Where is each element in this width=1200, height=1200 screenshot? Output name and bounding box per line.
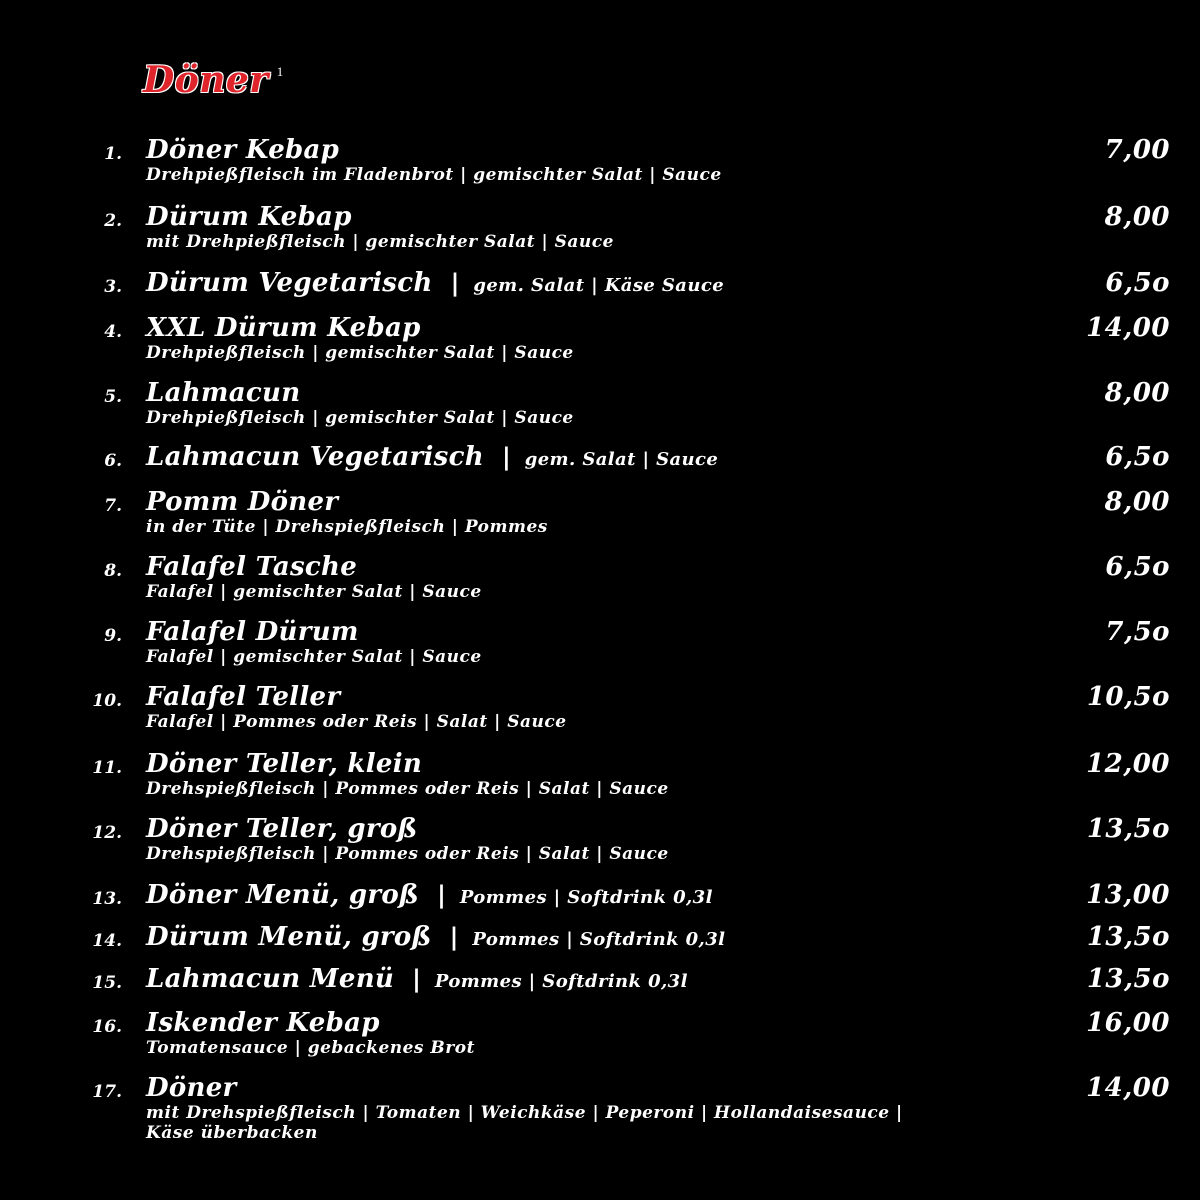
separator-bar: |	[412, 965, 421, 993]
item-name: Dürum Kebap	[146, 202, 352, 232]
item-description: Drehpießfleisch | gemischter Salat | Sauce	[146, 408, 574, 428]
item-number: 17.	[92, 1082, 122, 1102]
item-title-line	[146, 880, 713, 910]
item-name: Falafel Tasche	[146, 552, 358, 582]
item-price: 7,00	[1104, 135, 1170, 165]
item-name: Döner Menü, groß	[146, 880, 420, 910]
item-title-line	[146, 487, 338, 517]
item-name: Lahmacun	[146, 378, 301, 408]
item-description: Tomatensauce | gebackenes Brot	[146, 1038, 475, 1058]
item-number: 3.	[104, 277, 122, 297]
item-number: 15.	[92, 973, 122, 993]
item-name: XXL Dürum Kebap	[146, 313, 421, 343]
item-inline-description: Pommes | Softdrink 0,3l	[434, 971, 688, 992]
item-name: Lahmacun Vegetarisch	[146, 442, 484, 472]
item-number: 6.	[104, 451, 122, 471]
item-title-line	[146, 964, 688, 994]
item-inline-description: Pommes | Softdrink 0,3l	[459, 887, 713, 908]
item-name: Falafel Dürum	[146, 617, 359, 647]
item-price: 14,00	[1086, 1073, 1170, 1103]
section-title: Döner	[143, 59, 269, 101]
item-number: 11.	[92, 758, 122, 778]
section-heading	[143, 58, 283, 102]
item-number: 12.	[92, 823, 122, 843]
item-price: 13,5o	[1086, 814, 1170, 844]
item-price: 7,5o	[1105, 617, 1170, 647]
item-price: 10,5o	[1086, 682, 1170, 712]
item-name: Döner Kebap	[146, 135, 340, 165]
item-title-line	[146, 202, 352, 232]
item-name: Lahmacun Menü	[146, 964, 395, 994]
item-title-line	[146, 682, 340, 712]
item-number: 13.	[92, 889, 122, 909]
item-description: Drehpießfleisch | gemischter Salat | Sauce	[146, 343, 574, 363]
item-description: Drehspießfleisch | Pommes oder Reis | Salat | Sauce	[146, 779, 669, 799]
item-description: mit Drehpießfleisch | gemischter Salat | Sauce	[146, 232, 614, 252]
item-inline-description: Pommes | Softdrink 0,3l	[472, 929, 726, 950]
item-title-line	[146, 1073, 237, 1103]
item-description: Drehspießfleisch | Pommes oder Reis | Salat | Sauce	[146, 844, 669, 864]
item-number: 16.	[92, 1017, 122, 1037]
item-price: 13,5o	[1086, 964, 1170, 994]
item-title-line	[146, 552, 357, 582]
separator-bar: |	[501, 443, 511, 471]
item-number: 9.	[104, 626, 122, 646]
item-price: 6,5o	[1105, 268, 1170, 298]
item-price: 8,00	[1104, 378, 1170, 408]
item-title-line	[146, 617, 359, 647]
item-number: 14.	[92, 931, 122, 951]
item-description: in der Tüte | Drehspießfleisch | Pommes	[146, 517, 548, 537]
item-number: 1.	[104, 144, 122, 164]
item-number: 2.	[104, 211, 122, 231]
item-name: Iskender Kebap	[146, 1008, 380, 1038]
item-name: Dürum Vegetarisch	[146, 268, 433, 298]
item-name: Döner Teller, groß	[146, 814, 418, 844]
item-description: Falafel | gemischter Salat | Sauce	[146, 647, 482, 667]
separator-bar: |	[437, 881, 446, 909]
item-name: Dürum Menü, groß	[146, 922, 432, 952]
item-title-line	[146, 1008, 380, 1038]
item-name: Pomm Döner	[146, 487, 339, 517]
item-inline-description: gem. Salat | Sauce	[524, 449, 719, 470]
item-price: 16,00	[1086, 1008, 1170, 1038]
item-title-line	[146, 749, 422, 779]
item-title-line	[146, 313, 421, 343]
item-number: 7.	[104, 496, 122, 516]
item-title-line	[146, 135, 339, 165]
item-price: 8,00	[1104, 487, 1170, 517]
item-description: Falafel | Pommes oder Reis | Salat | Sauce	[146, 712, 567, 732]
item-number: 8.	[104, 561, 122, 581]
item-price: 8,00	[1104, 202, 1170, 232]
item-title-line	[146, 442, 718, 472]
item-inline-description: gem. Salat | Käse Sauce	[473, 275, 725, 296]
item-description: Drehpießfleisch im Fladenbrot | gemischter Salat | Sauce	[146, 165, 722, 185]
item-price: 14,00	[1086, 313, 1170, 343]
item-name: Döner	[146, 1073, 237, 1103]
item-price: 13,00	[1086, 880, 1170, 910]
item-name: Falafel Teller	[146, 682, 341, 712]
item-number: 4.	[104, 322, 122, 342]
item-title-line	[146, 268, 724, 298]
item-price: 6,5o	[1105, 442, 1170, 472]
item-number: 5.	[104, 387, 122, 407]
item-price: 12,00	[1086, 749, 1170, 779]
item-title-line	[146, 378, 300, 408]
item-price: 6,5o	[1105, 552, 1170, 582]
item-price: 13,5o	[1086, 922, 1170, 952]
item-description: Falafel | gemischter Salat | Sauce	[146, 582, 482, 602]
separator-bar: |	[450, 269, 460, 297]
separator-bar: |	[449, 923, 459, 951]
item-name: Döner Teller, klein	[146, 749, 423, 779]
item-description: mit Drehspießfleisch | Tomaten | Weichkäse | Peperoni | Hollandaisesauce | Käse überbacken	[146, 1103, 903, 1143]
item-title-line	[146, 814, 418, 844]
section-footnote-marker: 1	[276, 64, 284, 79]
item-number: 10.	[92, 691, 122, 711]
item-title-line	[146, 922, 725, 952]
